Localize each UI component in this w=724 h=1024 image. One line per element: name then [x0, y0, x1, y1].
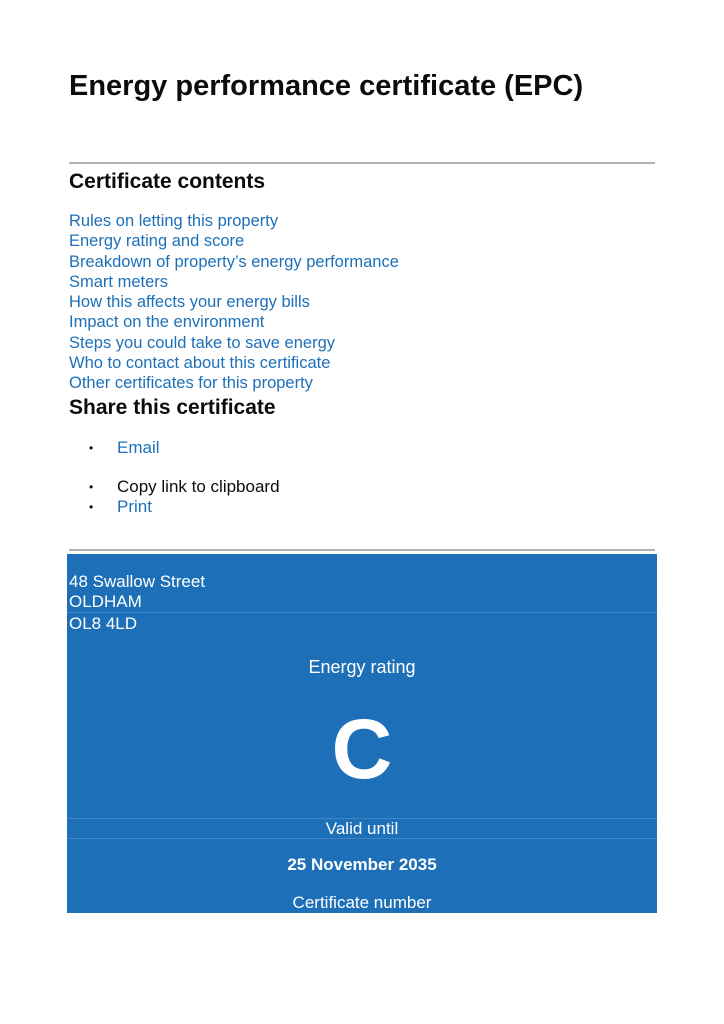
contents-link-letting-rules[interactable]: Rules on letting this property: [69, 212, 279, 230]
certificate-number-label: Certificate number: [292, 893, 432, 912]
contents-link-breakdown[interactable]: Breakdown of property’s energy performance: [69, 252, 399, 271]
contents-item: [69, 272, 399, 292]
contents-link-environment[interactable]: Impact on the environment: [69, 313, 265, 332]
contents-link-other-certificates[interactable]: Other certificates for this property: [69, 374, 313, 393]
address-line-2: OLDHAM: [69, 592, 142, 611]
contents-link-energy-rating[interactable]: Energy rating and score: [69, 232, 245, 251]
divider-top: [69, 162, 655, 164]
contents-item: [69, 292, 399, 312]
contents-item: [69, 231, 399, 251]
energy-rating-label: Energy rating: [308, 657, 416, 677]
contents-item: [69, 252, 399, 272]
page-title: Energy performance certificate (EPC): [69, 70, 584, 102]
contents-link-contact[interactable]: Who to contact about this certificate: [69, 354, 331, 373]
valid-until-label: Valid until: [325, 819, 399, 838]
contents-list: [69, 211, 399, 394]
certificate-summary-panel: [67, 554, 657, 913]
energy-rating-value: C: [331, 702, 393, 796]
bullet-icon: •: [89, 480, 94, 494]
address-postcode: OL8 4LD: [69, 614, 138, 633]
share-email-link[interactable]: Email: [117, 438, 160, 457]
share-copy-item: [89, 476, 280, 498]
contents-link-energy-bills[interactable]: How this affects your energy bills: [69, 293, 310, 312]
contents-link-save-energy[interactable]: Steps you could take to save energy: [69, 333, 335, 352]
bullet-icon: •: [89, 500, 94, 514]
contents-item: [69, 353, 399, 373]
contents-item: [69, 373, 399, 393]
share-print-link[interactable]: Print: [117, 497, 152, 516]
valid-until-date: 25 November 2035: [287, 855, 437, 874]
share-heading: Share this certificate: [69, 396, 276, 419]
bullet-icon: •: [89, 441, 94, 455]
divider-bottom: [69, 549, 655, 551]
share-email-item: [89, 437, 160, 459]
contents-heading: Certificate contents: [69, 170, 266, 193]
copy-link-button[interactable]: Copy link to clipboard: [117, 477, 280, 496]
contents-item: [69, 333, 399, 353]
address-line-1: 48 Swallow Street: [69, 572, 206, 591]
contents-item: [69, 312, 399, 332]
share-print-item: [89, 496, 152, 518]
panel-divider: [67, 612, 657, 613]
contents-link-smart-meters[interactable]: Smart meters: [69, 272, 169, 291]
contents-item: [69, 211, 399, 231]
